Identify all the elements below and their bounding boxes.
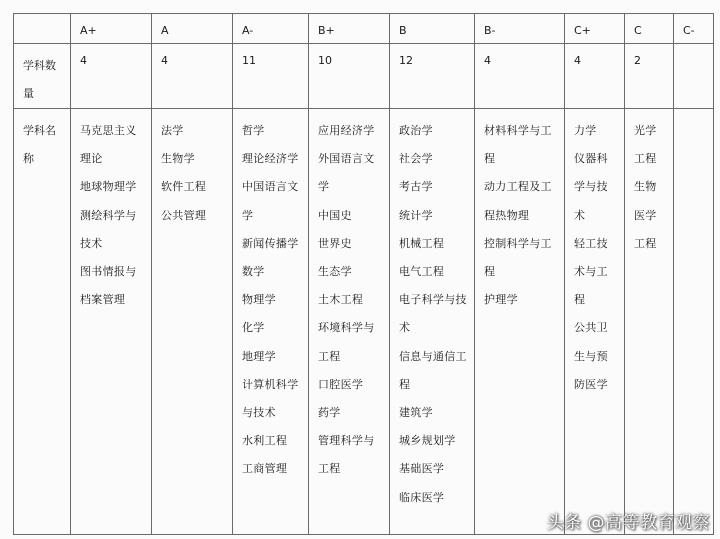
subject-item: 地球物理学 (80, 180, 137, 194)
subject-item: 生物医学工程 (634, 180, 657, 250)
grade-header-cell (565, 14, 625, 44)
subject-list-cell (475, 109, 565, 535)
subject-item: 工商管理 (242, 462, 288, 476)
subject-list-cell (390, 109, 475, 535)
count-value: 10 (318, 54, 332, 67)
grade-header-cell (71, 14, 152, 44)
subject-item: 控制科学与工程 (484, 236, 552, 279)
subject-item: 仪器科学与技术 (574, 152, 608, 222)
subject-list (390, 109, 474, 512)
grade-label: C+ (574, 24, 591, 37)
subject-item: 基础医学 (399, 462, 445, 476)
discipline-grade-table (13, 13, 714, 535)
count-value: 4 (161, 54, 168, 67)
count-cell (625, 44, 674, 109)
count-cell (152, 44, 233, 109)
subject-item: 口腔医学 (318, 377, 364, 391)
subject-item: 材料科学与工程 (484, 124, 552, 166)
subject-item: 公共管理 (161, 208, 207, 222)
subject-item: 马克思主义理论 (80, 124, 137, 166)
subject-item: 中国史 (318, 208, 352, 222)
subject-item: 图书情报与档案管理 (80, 265, 137, 307)
subject-list (152, 109, 232, 230)
count-cell (71, 44, 152, 109)
row-label-count: 学科数量 (23, 59, 56, 100)
row-label-cell (14, 109, 71, 535)
subject-list (674, 109, 713, 117)
subject-item: 土木工程 (318, 293, 364, 307)
subject-item: 机械工程 (399, 236, 445, 250)
subject-list-cell (152, 109, 233, 535)
row-label-cell (14, 44, 71, 109)
count-value: 4 (80, 54, 87, 67)
grade-label: A (161, 24, 169, 37)
grade-header-cell (674, 14, 714, 44)
count-cell (390, 44, 475, 109)
count-value: 12 (399, 54, 413, 67)
grade-label: A+ (80, 24, 97, 37)
grade-header-cell (233, 14, 309, 44)
subject-item: 管理科学与工程 (318, 434, 375, 476)
grade-header-row (14, 14, 714, 44)
subject-item: 理论经济学 (242, 152, 299, 166)
corner-cell (14, 14, 71, 44)
subject-list (565, 109, 624, 399)
count-cell (309, 44, 390, 109)
subject-item: 新闻传播学 (242, 236, 299, 250)
count-value: 4 (484, 54, 491, 67)
subject-item: 世界史 (318, 236, 352, 250)
subject-names-row (14, 109, 714, 535)
source-watermark: 头条 @高等教育观察 (546, 513, 710, 533)
grade-label: B- (484, 24, 496, 37)
count-cell (475, 44, 565, 109)
subject-item: 社会学 (399, 152, 433, 166)
subject-item: 测绘科学与技术 (80, 208, 137, 250)
subject-item: 数学 (242, 265, 265, 279)
subject-item: 力学 (574, 124, 597, 137)
subject-item: 环境科学与工程 (318, 321, 375, 363)
subject-list-cell (71, 109, 152, 535)
row-label-names: 学科名称 (23, 124, 56, 165)
subject-item: 建筑学 (399, 406, 433, 420)
subject-item: 水利工程 (242, 434, 288, 448)
subject-item: 生态学 (318, 265, 352, 279)
count-cell (674, 44, 714, 109)
subject-item: 公共卫生与预防医学 (574, 321, 608, 391)
subject-item: 护理学 (484, 293, 518, 307)
subject-item: 城乡规划学 (399, 434, 456, 448)
grade-header-cell (309, 14, 390, 44)
grade-label: B+ (318, 24, 335, 37)
subject-list-cell (625, 109, 674, 535)
count-value: 11 (242, 54, 256, 67)
subject-list-cell (309, 109, 390, 535)
subject-list (233, 109, 308, 484)
grade-label: B (399, 24, 407, 37)
subject-item: 政治学 (399, 124, 433, 137)
grade-header-cell (625, 14, 674, 44)
subject-item: 动力工程及工程热物理 (484, 180, 552, 222)
subject-item: 生物学 (161, 152, 195, 166)
subject-item: 光学工程 (634, 124, 657, 166)
grade-label: A- (242, 24, 254, 37)
subject-item: 信息与通信工程 (399, 349, 467, 391)
subject-list (309, 109, 389, 484)
count-cell (233, 44, 309, 109)
subject-item: 应用经济学 (318, 124, 375, 137)
subject-item: 统计学 (399, 208, 433, 222)
subject-list (475, 109, 564, 314)
subject-item: 药学 (318, 406, 341, 420)
subject-item: 轻工技术与工程 (574, 236, 608, 307)
subject-item: 电气工程 (399, 265, 445, 279)
subject-item: 物理学 (242, 293, 276, 307)
grade-header-cell (390, 14, 475, 44)
grade-label: C- (683, 24, 695, 37)
subject-item: 计算机科学与技术 (242, 377, 299, 420)
subject-item: 电子科学与技术 (399, 293, 467, 335)
subject-item: 临床医学 (399, 490, 445, 504)
grade-header-cell (475, 14, 565, 44)
subject-item: 哲学 (242, 124, 265, 137)
subject-list-cell (233, 109, 309, 535)
subject-list (71, 109, 151, 314)
subject-item: 中国语言文学 (242, 180, 299, 222)
count-row (14, 44, 714, 109)
grade-label: C (634, 24, 642, 37)
count-value: 2 (634, 54, 641, 67)
subject-list (625, 109, 673, 258)
subject-item: 地理学 (242, 349, 276, 363)
count-cell (565, 44, 625, 109)
subject-item: 化学 (242, 321, 265, 335)
count-value (674, 44, 713, 53)
subject-list-cell (674, 109, 714, 535)
subject-item: 考古学 (399, 180, 433, 194)
subject-list-cell (565, 109, 625, 535)
subject-item: 软件工程 (161, 180, 207, 194)
subject-item: 外国语言文学 (318, 152, 375, 194)
count-value: 4 (574, 54, 581, 67)
grade-header-cell (152, 14, 233, 44)
subject-item: 法学 (161, 124, 184, 137)
